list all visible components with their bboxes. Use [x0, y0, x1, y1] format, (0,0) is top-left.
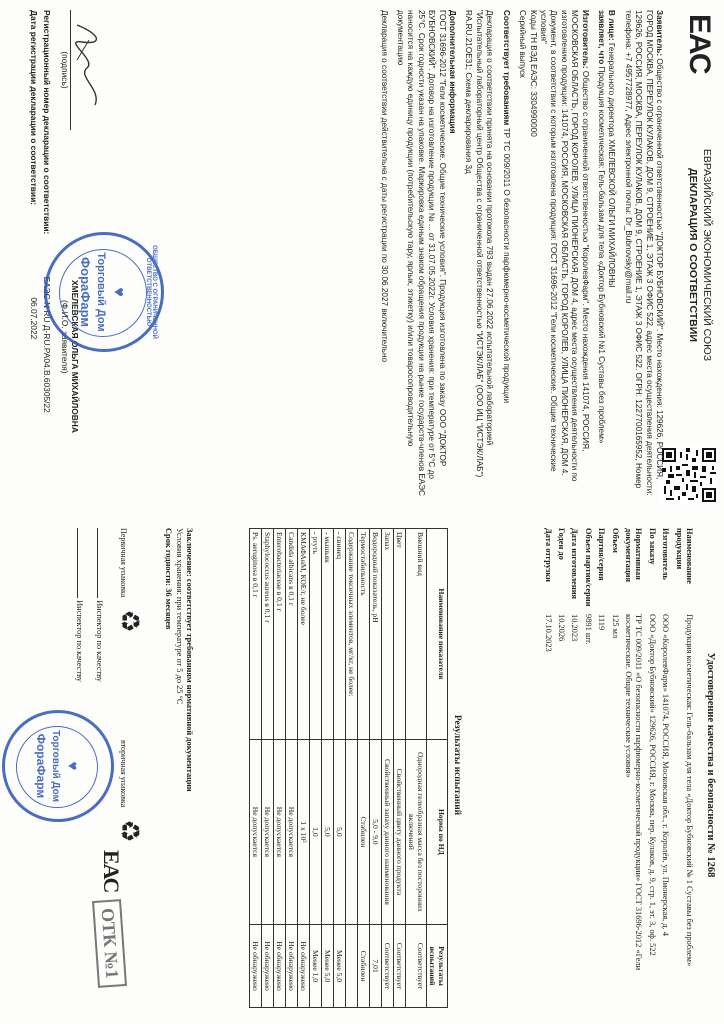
table-row — [298, 529, 310, 1008]
qr-code-icon — [655, 446, 718, 504]
field-value: 9891 шт. — [583, 614, 593, 645]
declaration-body — [372, 10, 664, 500]
field-value: ООО «КоролевФарм» 141074, РОССИЯ, Московская обл., г. Королёв, ул. Пионерская, д. 4 — [661, 614, 671, 936]
signer-name: ХМЕЛЕВСКАЯ ОЛЬГА МИХАЙЛОВНА — [70, 280, 80, 433]
table-row — [310, 529, 322, 1008]
conclusion-block — [163, 528, 194, 1008]
table-cell: Свойственный запаху данного наименования — [382, 739, 394, 924]
table-cell: Менее 1,0 — [310, 925, 322, 1008]
results-column-header: Наименование показателя — [427, 529, 448, 740]
stamp-company: ФораФарм — [78, 257, 93, 327]
validity-block: Декларация о соответствии действительна с даты регистрации по 30.06.2027 включительно — [379, 10, 389, 363]
reg-date-row — [29, 10, 39, 500]
table-cell: Менее 5,0 — [334, 925, 346, 1008]
additional-label: Дополнительная информация — [448, 10, 458, 134]
table-row — [334, 529, 346, 1008]
manufacturer-label: Изготовитель: — [580, 10, 590, 69]
table-cell: Однородная гелеобразная масса без посторонних включений — [406, 739, 427, 924]
table-cell: Свойственный цвету данного продукта — [394, 739, 406, 924]
packaging-secondary-label: вторичная упаковка — [119, 740, 128, 808]
serial-release: Серийный выпуск — [518, 10, 528, 78]
table-row — [394, 529, 406, 1008]
declares-text: Продукция косметическая: Гель-бальзам для тела «Доктор Бубновский №1 Суставы без проблем» — [596, 66, 606, 444]
conformity-text: ТР ТС 009/2011 О безопасности парфюмерно-косметической продукции — [501, 127, 511, 404]
packaging-secondary — [114, 740, 144, 843]
table-cell: Не обнаружено — [286, 925, 298, 1008]
reg-number-row — [42, 10, 52, 500]
table-cell: Стабилен — [358, 925, 370, 1008]
applicant-label: Заявитель: — [655, 10, 664, 57]
results-table-wrap — [249, 528, 448, 1008]
inspector-2: Инспектор по качеству — [74, 600, 84, 682]
table-cell: Enterobacteriaceae в 0,1 г — [274, 529, 286, 740]
field-value: 17.10.2023 — [543, 614, 553, 652]
company-stamp-certificate — [2, 710, 114, 822]
table-cell: 7,01 — [370, 925, 382, 1008]
conformity-block — [500, 10, 510, 500]
person-block — [596, 10, 617, 500]
inspector-1: Инспектор по качеству — [95, 600, 104, 682]
table-row — [250, 529, 262, 1008]
results-column-header: Результаты испытаний — [427, 925, 448, 1008]
table-cell: - мышьяк — [322, 529, 334, 740]
packaging-primary-label: Первичная упаковка — [119, 528, 128, 598]
stamp-sub: Торговый Дом — [95, 252, 107, 332]
reg-number-label: Регистрационный номер декларации о соответствии: — [42, 10, 52, 235]
table-row — [358, 529, 370, 1008]
certificate-field — [623, 528, 644, 1008]
declaration-title: ДЕКЛАРАЦИЯ О СООТВЕТСТВИИ — [687, 168, 699, 342]
basis-block: Декларация о соответствии принята на основании протокола 793 выдан 27.06.2022 испытательной лабораторией "Испытательный лабораторный центр Общества с ограниченной ответственностью "ИСТЭК/ЛАБ" (ООО ИЦ "ИСТЭК/ЛАБ") RA.RU.21OE31; Схема декларирования 3д — [464, 10, 495, 478]
table-row — [262, 529, 274, 1008]
table-cell: 5,0 — [334, 739, 346, 924]
results-column-header: Норма по НД — [427, 739, 448, 924]
recycle-icon-secondary: ♻ — [115, 819, 144, 843]
table-cell: Не обнаружено — [298, 925, 310, 1008]
table-row — [370, 529, 382, 1008]
table-cell: Термостабильность — [358, 529, 370, 740]
applicant-block — [622, 10, 664, 500]
table-cell: Не обнаружено — [274, 925, 286, 1008]
table-row — [274, 529, 286, 1008]
signature-caption: (подпись) — [60, 51, 70, 89]
results-title: Результаты испытаний — [452, 714, 462, 816]
table-row — [286, 529, 298, 1008]
table-cell: 5,0 — [322, 739, 334, 924]
inspector-line-1 — [97, 528, 98, 598]
certificate-field — [556, 528, 566, 1008]
certificate-field — [609, 528, 619, 1008]
field-value: ТР ТС 009/2011 «О безопасности парфюмерно-косметической продукции» ГОСТ 31696-2012 «Гели косметические. Общие технические условия» — [623, 614, 644, 971]
field-label: Дата изготовления — [570, 528, 580, 600]
eac-mark-small: ЕАС — [99, 850, 124, 893]
certificate-field — [596, 528, 606, 1008]
table-cell — [346, 739, 358, 924]
stamp-sub-2: Торговый Дом — [50, 729, 61, 803]
eac-logo: ЕАС — [683, 14, 716, 74]
union-title: ЕВРАЗИЙСКИЙ ЭКОНОМИЧЕСКИЙ СОЮЗ — [701, 148, 713, 362]
storage-conditions: Условия хранения: при температуре от 5 до 25 °С — [174, 528, 184, 705]
field-label: Изготовитель — [661, 528, 671, 580]
table-cell: Не допускается — [286, 739, 298, 924]
quality-certificate — [0, 520, 724, 1020]
shelf-life: Срок годности: 36 месяцев — [164, 528, 174, 630]
stamp-ring-text: ОБЩЕСТВО С ОГРАНИЧЕННОЙ ОТВЕТСТВЕННОСТЬЮ — [145, 245, 157, 339]
table-cell: Не допускается — [250, 739, 262, 924]
table-cell: Не обнаружено — [250, 925, 262, 1008]
table-cell: Соответствует — [394, 925, 406, 1008]
recycle-icon: ♻ — [115, 609, 144, 633]
table-row — [382, 529, 394, 1008]
table-cell: Не допускается — [262, 739, 274, 924]
table-cell: Ps. aeruginosa в 0,1 г — [250, 529, 262, 740]
table-cell: Содержание токсичных элементов, мг/кг, не более: — [346, 529, 358, 740]
declaration-header — [686, 90, 714, 420]
table-cell: - ртуть — [310, 529, 322, 740]
field-value: 10.2023 — [570, 614, 580, 642]
field-label: Объем партии/серии — [583, 528, 593, 607]
tnved-code: Коды ТН ВЭД ЕАЭС: 3304990000 — [528, 10, 538, 137]
certificate-field — [646, 528, 656, 1008]
field-value: Продукция косметическая: Гель-бальзам для тела «Доктор Бубновский № 1 Суставы без проблем» — [685, 614, 694, 967]
inspector-line-2 — [77, 528, 78, 598]
field-label: Объем — [610, 528, 620, 553]
field-value: 10.2026 — [556, 614, 566, 642]
table-row — [322, 529, 334, 1008]
table-cell: Staphylococcus aureus в 0,1 г — [262, 529, 274, 740]
certificate-fields — [539, 528, 694, 1008]
field-label: Дата отгрузки — [543, 528, 553, 582]
manufacturer-block — [517, 10, 590, 500]
field-value: 125 мл — [610, 614, 620, 639]
table-cell: Водородный показатель, pH — [370, 529, 382, 740]
table-row — [406, 529, 427, 1008]
stamp-logo-icon-2: ♥ — [64, 761, 81, 771]
field-label: Нормативная документация — [623, 528, 644, 583]
results-header-row — [427, 529, 448, 1008]
conformity-label: Соответствует требованиям — [501, 10, 511, 126]
manufacturer-text: Общество с ограниченной ответственностью "КоролевФарм". Место нахождения 141074, РОССИЯ, МОСКОВСКАЯ ОБЛАСТЬ, ГОРОД КОРОЛЕВ, УЛИЦА ПИОНЕРСКАЯ, ДОМ 4, адрес места осуществления деятельности по изготовлению продукции: 141074, РОССИЯ, МОСКОВСКАЯ ОБЛАСТЬ, ГОРОД КОРОЛЕВ, УЛИЦА ПИОНЕРСКАЯ, ДОМ 4. Документ, в соответствии с которым изготовлена продукция: ГОСТ 31696-2012 "Гели косметические. Общие технические условия" — [538, 10, 590, 482]
stamp-company-2: ФораФарм — [34, 733, 48, 799]
company-stamp-declaration — [44, 232, 164, 352]
certificate-field — [542, 528, 552, 1008]
field-value: ООО «Доктор Бубновский» 129626, РОССИЯ, г. Москва, пер. Кулаков, д. 9, стр. 1, эт. 3, оф. 522 — [647, 614, 657, 956]
table-cell — [346, 925, 358, 1008]
table-cell: 1 x 10³ — [298, 739, 310, 924]
table-cell: Не обнаружено — [262, 925, 274, 1008]
reg-date-label: Дата регистрации декларации о соответствии: — [29, 10, 39, 206]
additional-block — [395, 10, 457, 500]
table-cell: Не допускается — [274, 739, 286, 924]
table-row — [346, 529, 358, 1008]
signer-caption: (Ф.И.О. заявителя) — [60, 300, 70, 374]
otk-stamp: ОТК №1 — [92, 899, 127, 987]
packaging-primary — [114, 528, 144, 633]
table-cell: Внешний вид — [406, 529, 427, 740]
table-cell: Соответствует — [406, 925, 427, 1008]
certificate-field — [660, 528, 670, 1008]
table-cell: Запах — [382, 529, 394, 740]
inspectors — [73, 528, 104, 728]
table-cell: Менее 5,0 — [322, 925, 334, 1008]
signature-line — [70, 10, 101, 130]
field-label: Наименование продукции — [674, 528, 694, 584]
table-cell: 1,0 — [310, 739, 322, 924]
certificate-field — [673, 528, 694, 1008]
table-cell: 5,0 - 9,0 — [370, 739, 382, 924]
stamp-logo-icon: ♥ — [110, 287, 127, 297]
certificate-field — [582, 528, 592, 1008]
table-cell: - свинец — [334, 529, 346, 740]
field-value: 1119 — [597, 614, 607, 631]
table-cell: Стабилен — [358, 739, 370, 924]
person-text: Генерального директора ХМЕЛЕВСКОЙ ОЛЬГИ МИХАЙЛОВНЫ — [607, 43, 617, 288]
field-label: Партия/серия — [597, 528, 607, 581]
additional-text: ГОСТ 31696-2012 "Гели косметические. Общие технические условия". Продукция изготовлена по заказу ООО "ДОКТОР БУБНОВСКИЙ". Договор на изготовление продукции № ... от 31.07.05.2022г. Условия хранения: при температуре от 5°С до 25°С. Срок годности указан на упаковке. Маркировка единым знаком обращения продукции на рынке государств-членов ЕАЭС наносится на каждую единицу продукции (потребительскую тару, ярлык, этикетку) и/или товаросопроводительную документацию — [396, 10, 447, 496]
results-body — [250, 529, 427, 1008]
declares-label: заявляет, что — [596, 10, 606, 65]
certificate-field — [569, 528, 579, 1008]
table-cell: Цвет — [394, 529, 406, 740]
certificate-title: Удостоверение качества и безопасности № 1268 — [705, 652, 716, 878]
handwritten-signature-icon — [71, 20, 107, 110]
conclusion: Заключение: соответствует требованиям нормативной документации — [185, 528, 194, 792]
field-label: Годен до — [556, 528, 566, 560]
applicant-text: Общество с ограниченной ответственностью "ДОКТОР БУБНОВСКИЙ". Место нахождения: 129626, РОССИЯ, ГОРОД МОСКВА, ПЕРЕУЛОК КУЛАКОВ, ДОМ 9, СТРОЕНИЕ 1, ЭТАЖ 3 ОФИС 522, адрес места осуществления деятельности: 129626, РОССИЯ, МОСКВА, ПЕРЕУЛОК КУЛАКОВ, ДОМ 9, СТРОЕНИЕ 1, ЭТАЖ 3 ОФИС 522. ОГРН: 1227700165952, Номер телефона: +7 4957728977, Адрес электронной почты: Dr_Bubnovsky@mail.ru — [623, 10, 664, 496]
reg-number: ЕАЭС N RU Д-RU.РА04.В.60305/22 — [42, 276, 52, 413]
table-cell: Соответствует — [382, 925, 394, 1008]
table-cell: Candida albicans в 0,1 г — [286, 529, 298, 740]
field-label: По заказу — [647, 528, 657, 565]
person-label: В лице: — [607, 10, 617, 41]
results-table — [249, 528, 448, 1008]
table-cell: КМАФАнМ, КОЕ/г, не более — [298, 529, 310, 740]
reg-date: 06.07.2022 — [29, 297, 39, 340]
